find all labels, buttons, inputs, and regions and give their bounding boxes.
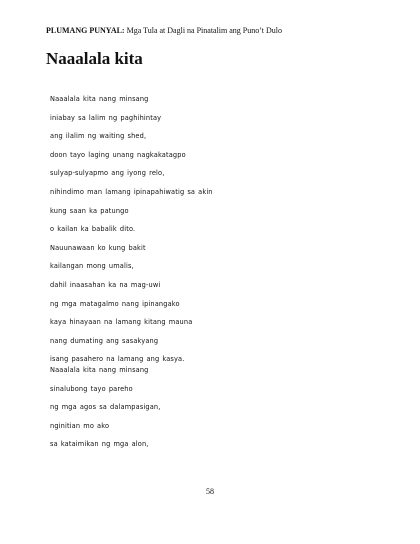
book-title: PLUMANG PUNYAL:: [46, 26, 125, 35]
poem-line: sa kataimikan ng mga alon,: [50, 440, 149, 449]
poem-line: dahil inaasahan ka na mag-uwi: [50, 280, 161, 289]
poem-line: nang dumating ang sasakyang: [50, 336, 159, 345]
poem-line: kailangan mong umalis,: [50, 262, 134, 271]
poem-line: nihindimo man lamang ipinapahiwatig sa akin: [50, 187, 213, 196]
page-number: 58: [206, 487, 214, 496]
poem-line: ng mga agos sa dalampasigan,: [50, 403, 161, 412]
poem-line: kung saan ka patungo: [50, 206, 129, 215]
poem-line: kaya hinayaan na lamang kitang mauna: [50, 318, 193, 327]
poem-line: o kailan ka babalik dito.: [50, 225, 136, 234]
poem-line: isang pasahero na lamang ang kasya.: [50, 355, 185, 364]
poem-line: ang ilalim ng waiting shed,: [50, 132, 147, 141]
poem-line: ng mga matagalmo nang ipinangako: [50, 299, 180, 308]
poem-line: Nauunawaan ko kung bakit: [50, 243, 146, 252]
stanza-2: [50, 361, 161, 454]
poem-line: Naaalala kita nang minsang: [50, 95, 149, 103]
book-subtitle: Mga Tula at Dagli na Pinatalim ang Puno’t Dulo: [126, 26, 282, 35]
poem-line: iniabay sa lalim ng paghihintay: [50, 113, 162, 122]
poem-line: sinalubong tayo pareho: [50, 384, 133, 393]
poem-line: doon tayo laging unang nagkakatagpo: [50, 150, 186, 159]
poem-line: nginitian mo ako: [50, 421, 110, 430]
poem-line: Naaalala kita nang minsang: [50, 366, 149, 374]
poem-title: Naaalala kita: [46, 49, 143, 68]
poem-line: sulyap-sulyapmo ang iyong relo,: [50, 169, 165, 178]
stanza-1: [50, 90, 213, 369]
running-header: [46, 26, 282, 35]
